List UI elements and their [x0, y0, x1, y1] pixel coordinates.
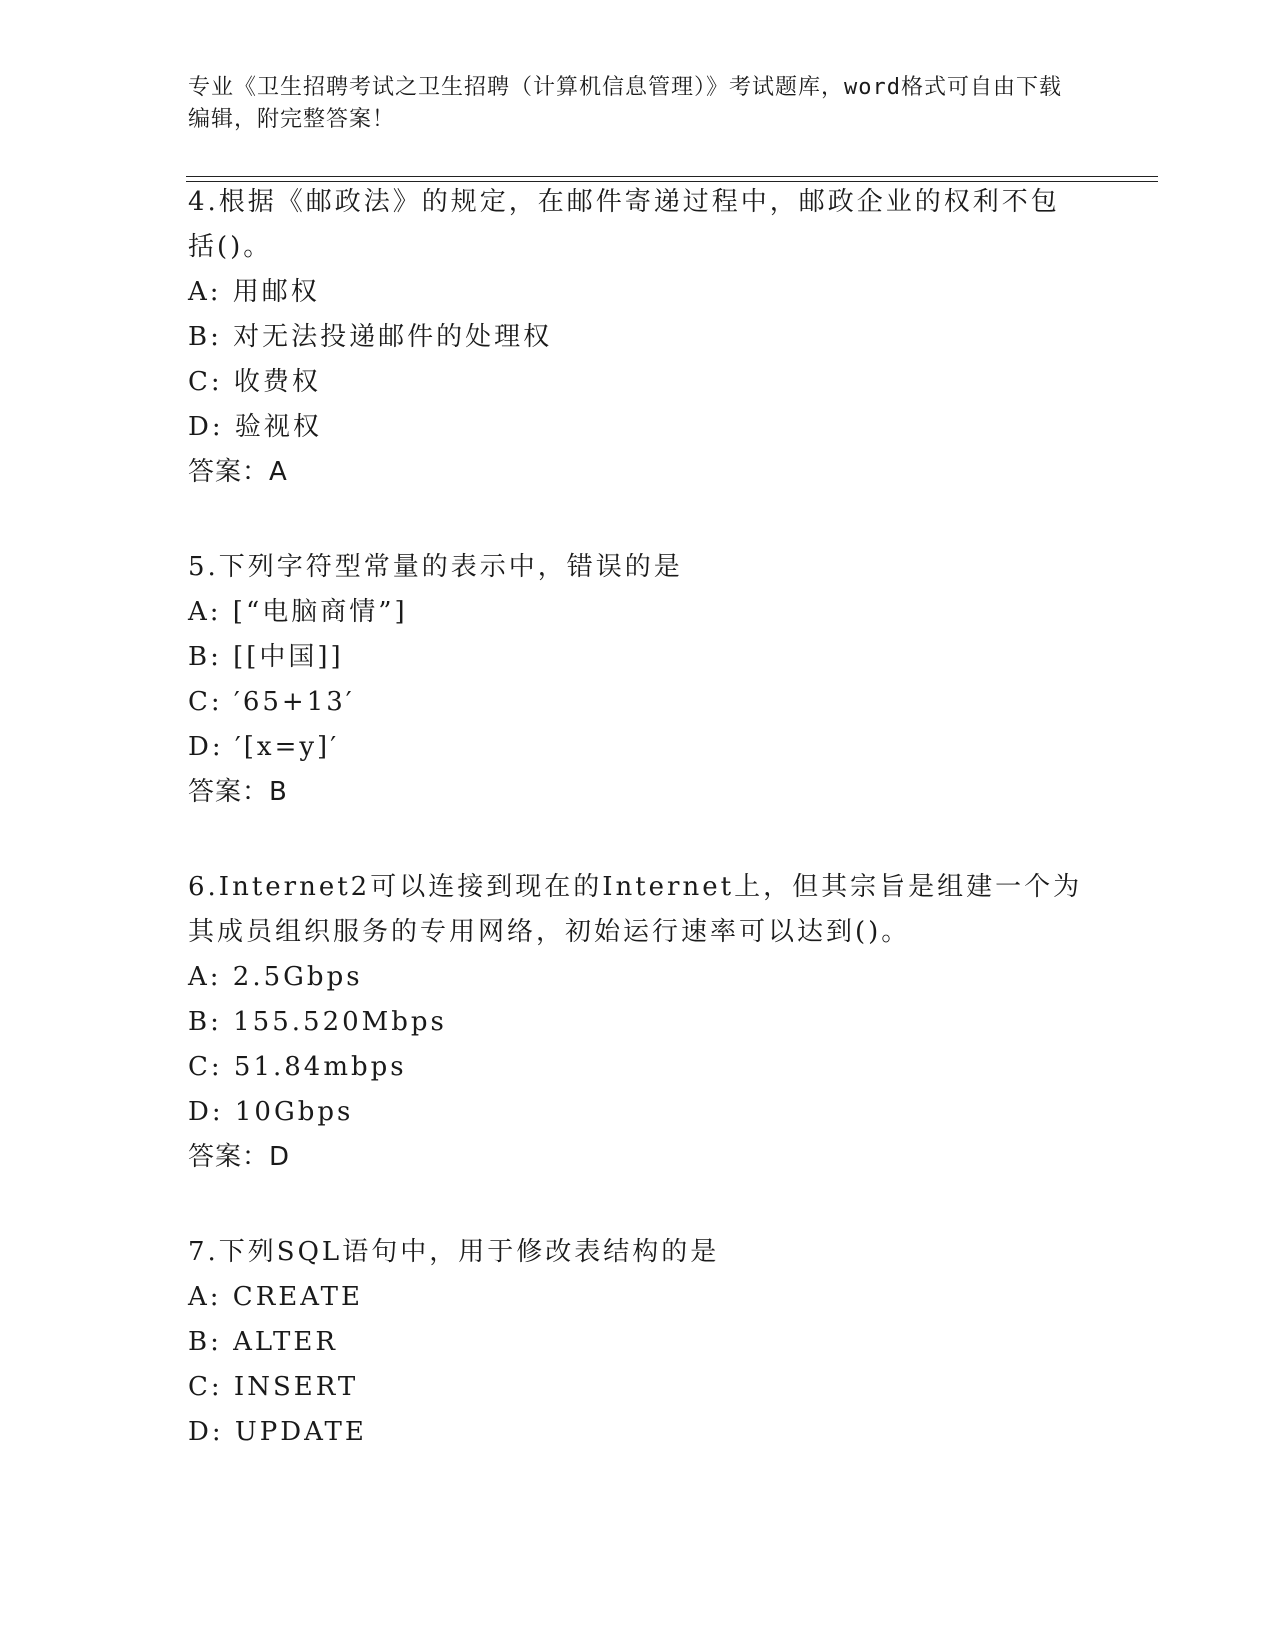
- document-header: 专业《卫生招聘考试之卫生招聘（计算机信息管理）》考试题库，word格式可自由下载编辑，附完整答案！: [188, 75, 1062, 132]
- option-d: D: UPDATE: [188, 1417, 367, 1447]
- question-7: [188, 1230, 1088, 1455]
- option-d: D: 10Gbps: [188, 1097, 354, 1127]
- answer-line: 答案：D: [188, 1142, 291, 1172]
- option-b: B: 对无法投递邮件的处理权: [188, 322, 553, 352]
- question-stem: 6.Internet2可以连接到现在的Internet上，但其宗旨是组建一个为其成员组织服务的专用网络，初始运行速率可以达到()。: [188, 872, 1083, 947]
- option-a: A: 用邮权: [188, 277, 320, 307]
- option-d: D: 验视权: [188, 412, 322, 442]
- option-c: C: INSERT: [188, 1372, 359, 1402]
- option-b: B: ALTER: [188, 1327, 338, 1357]
- question-stem: 7.下列SQL语句中，用于修改表结构的是: [188, 1237, 720, 1267]
- question-stem: 4.根据《邮政法》的规定，在邮件寄递过程中，邮政企业的权利不包括()。: [188, 187, 1060, 262]
- question-4: [188, 180, 1088, 495]
- question-5: [188, 545, 1088, 815]
- option-b: B: [[中国]]: [188, 642, 344, 672]
- option-a: A: CREATE: [188, 1282, 363, 1312]
- option-c: C: ′65+13′: [188, 687, 355, 717]
- option-a: A: 2.5Gbps: [188, 962, 363, 992]
- option-a: A: [“电脑商情”]: [188, 597, 408, 627]
- answer-line: 答案：A: [188, 457, 288, 487]
- answer-line: 答案：B: [188, 777, 288, 807]
- option-c: C: 收费权: [188, 367, 321, 397]
- option-d: D: ′[x=y]′: [188, 732, 340, 762]
- option-b: B: 155.520Mbps: [188, 1007, 447, 1037]
- option-c: C: 51.84mbps: [188, 1052, 407, 1082]
- question-stem: 5.下列字符型常量的表示中，错误的是: [188, 552, 683, 582]
- question-6: [188, 865, 1088, 1180]
- header-divider-top: [186, 176, 1158, 177]
